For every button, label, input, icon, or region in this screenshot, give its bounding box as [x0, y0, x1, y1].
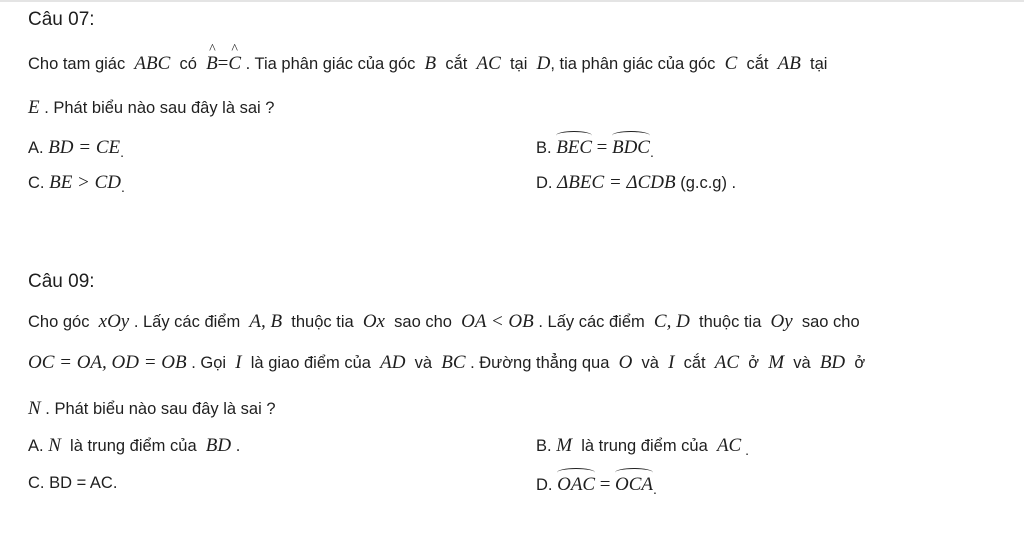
text: thuộc tia — [699, 313, 762, 331]
arc-angle: OAC — [557, 474, 596, 495]
text: . Phát biểu nào sau đây là sai ? — [45, 400, 276, 418]
math: AD — [380, 352, 406, 373]
arc-angle: BEC — [556, 137, 593, 158]
equals: = — [596, 137, 608, 158]
math: E — [28, 97, 40, 118]
option-math: BE > CD — [49, 172, 122, 193]
math: Ox — [362, 311, 385, 332]
equals: = — [217, 53, 229, 74]
text: . Gọi — [191, 354, 227, 372]
text: thuộc tia — [291, 313, 354, 331]
option-text: là trung điểm của — [581, 437, 708, 455]
top-border — [0, 0, 1024, 2]
option-math: N — [48, 435, 61, 456]
text: Cho góc — [28, 313, 90, 331]
text: ở — [748, 354, 760, 372]
math: ABC — [134, 53, 171, 74]
option-math: BD — [205, 435, 232, 456]
text: . Lấy các điểm — [538, 313, 645, 331]
option-math: ΔBEC = ΔCDB — [557, 172, 676, 193]
math: N — [28, 398, 41, 419]
option-label: B. — [536, 139, 552, 157]
math: Oy — [770, 311, 793, 332]
option-label: D. — [536, 476, 553, 494]
option-math: BD = CE — [48, 137, 121, 158]
option-math: M — [556, 435, 573, 456]
text: . Tia phân giác của góc — [245, 55, 416, 73]
question-7-title: Câu 07: — [28, 9, 95, 30]
option-text: là trung điểm của — [70, 437, 197, 455]
math: AB — [777, 53, 801, 74]
text: tại — [509, 55, 528, 73]
math: AC — [714, 352, 740, 373]
question-7-option-c[interactable]: C. BE > $CD_.$ — [28, 172, 125, 195]
text: và — [793, 354, 811, 372]
question-9-option-b[interactable]: B. M là trung điểm của AC $_.$ — [536, 435, 749, 458]
text: và — [641, 354, 659, 372]
math: I — [235, 352, 242, 373]
math: C, D — [653, 311, 690, 332]
question-7-stem-line-1 — [28, 53, 827, 75]
math: D — [536, 53, 551, 74]
question-9-option-a[interactable]: A. N là trung điểm của BD . — [28, 435, 241, 456]
math: A, B — [249, 311, 283, 332]
question-9-option-d[interactable]: D. OAC = $OCA_.$ — [536, 474, 657, 497]
text: cắt — [445, 55, 468, 73]
math: OC = OA, OD = OB — [28, 352, 187, 373]
question-7-option-a[interactable]: A. BD = $CE_.$ — [28, 137, 125, 160]
math: O — [618, 352, 633, 373]
option-label: C. — [28, 474, 45, 492]
math: OA < OB — [461, 311, 534, 332]
angle-c: ^ C — [228, 53, 241, 75]
question-9-stem-line-1 — [28, 311, 860, 333]
arc-angle: OCA — [615, 474, 653, 495]
math: BC — [441, 352, 466, 373]
option-math: AC — [716, 435, 742, 456]
question-9-stem-line-2 — [28, 352, 865, 374]
text: sao cho — [394, 313, 452, 331]
text: . Đường thẳng qua — [470, 354, 610, 372]
text: cắt — [683, 354, 706, 372]
text: tại — [810, 55, 828, 73]
math: M — [768, 352, 785, 373]
option-label: B. — [536, 437, 552, 455]
math: C — [724, 53, 738, 74]
arc-angle: BDC — [611, 137, 650, 158]
text: sao cho — [801, 313, 860, 331]
math: BD — [819, 352, 846, 373]
text: cắt — [746, 55, 769, 73]
question-9-option-c[interactable] — [28, 474, 117, 493]
text: và — [414, 354, 433, 372]
option-text: (g.c.g) . — [680, 174, 737, 192]
text: là giao điểm của — [250, 354, 371, 372]
text: Cho tam giác — [28, 55, 126, 73]
question-7-option-d[interactable] — [536, 172, 736, 194]
question-7-option-b[interactable]: B. BEC = $BDC_.$ — [536, 137, 654, 160]
angle-b: ^ B — [206, 53, 218, 75]
equals: = — [599, 474, 611, 495]
text: . Lấy các điểm — [133, 313, 241, 331]
option-label: C. — [28, 174, 45, 192]
option-label: A. — [28, 437, 44, 455]
question-9-stem-line-3 — [28, 398, 276, 420]
math: xOy — [98, 311, 130, 332]
text: ở — [854, 354, 866, 372]
option-label: D. — [536, 174, 553, 192]
question-9-title: Câu 09: — [28, 271, 95, 292]
text: có — [179, 55, 197, 73]
option-text: BD = AC. — [49, 474, 118, 492]
text: . Phát biểu nào sau đây là sai ? — [44, 99, 275, 117]
question-7-stem-line-2 — [28, 97, 274, 119]
text: , tia phân giác của góc — [550, 55, 716, 73]
option-label: A. — [28, 139, 44, 157]
math: AC — [476, 53, 501, 74]
math: B — [424, 53, 437, 74]
math: I — [668, 352, 675, 373]
